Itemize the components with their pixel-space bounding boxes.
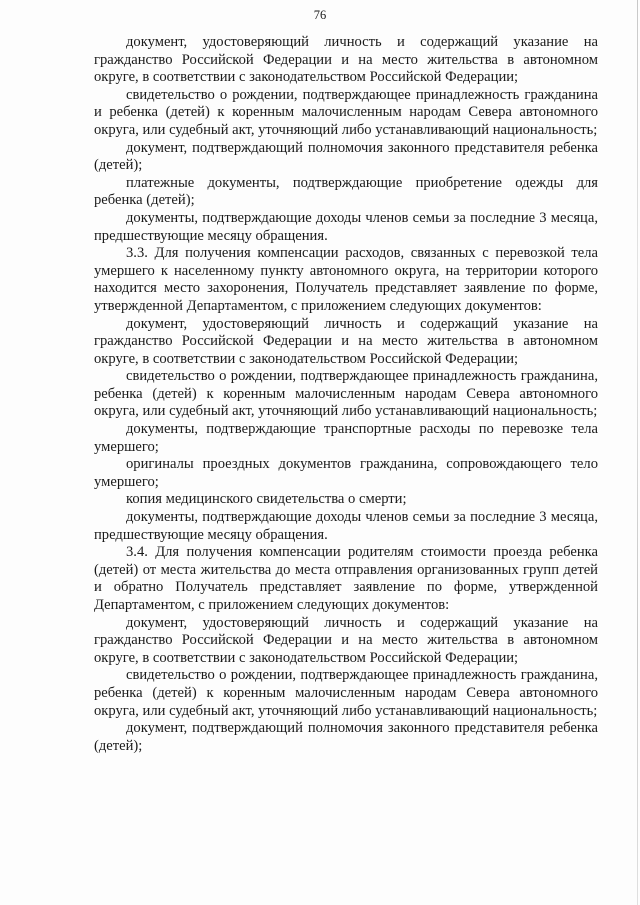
page-edge-shadow: [637, 0, 638, 905]
paragraph-identity-document: документ, удостоверяющий личность и содержащий указание на гражданство Российской Федерации и на место жительства в автономном округе, в соответствии с законодательством Российской Федерации;: [94, 34, 598, 86]
paragraph-identity-document: документ, удостоверяющий личность и содержащий указание на гражданство Российской Федерации и на место жительства в автономном округе, в соответствии с законодательством Российской Федерации;: [94, 614, 598, 666]
paragraph-transport-expenses: документы, подтверждающие транспортные расходы по перевозке тела умершего;: [94, 421, 598, 455]
paragraph-birth-certificate: свидетельство о рождении, подтверждающее принадлежность гражданина и ребенка (детей) к коренным малочисленным народам Севера автономного округа, или судебный акт, уточняющий либо устанавливающий национальность;: [94, 86, 598, 138]
paragraph-identity-document: документ, удостоверяющий личность и содержащий указание на гражданство Российской Федерации и на место жительства в автономном округе, в соответствии с законодательством Российской Федерации;: [94, 315, 598, 367]
paragraph-representative-authority: документ, подтверждающий полномочия законного представителя ребенка (детей);: [94, 139, 598, 174]
paragraph-birth-certificate: свидетельство о рождении, подтверждающее принадлежность гражданина, ребенка (детей) к коренным малочисленным народам Севера автономного округа, или судебный акт, уточняющий либо устанавливающий национальность;: [94, 368, 598, 420]
paragraph-section-3-3: 3.3. Для получения компенсации расходов, связанных с перевозкой тела умершего к населенному пункту автономного округа, на территории которого находится место захоронения, Получатель представляет заявление по форме, утвержденной Департаментом, с приложением следующих документов:: [94, 245, 598, 314]
paragraph-clothing-payment: платежные документы, подтверждающие приобретение одежды для ребенка (детей);: [94, 174, 598, 209]
paragraph-family-income: документы, подтверждающие доходы членов семьи за последние 3 месяца, предшествующие месяцу обращения.: [94, 509, 598, 543]
page-number: 76: [313, 8, 327, 22]
paragraph-death-certificate: копия медицинского свидетельства о смерти;: [126, 491, 407, 508]
paragraph-family-income: документы, подтверждающие доходы членов семьи за последние 3 месяца, предшествующие месяцу обращения.: [94, 209, 598, 244]
paragraph-birth-certificate: свидетельство о рождении, подтверждающее принадлежность гражданина, ребенка (детей) к коренным малочисленным народам Севера автономного округа, или судебный акт, уточняющий либо устанавливающий национальность;: [94, 667, 598, 719]
document-body: [94, 34, 598, 755]
paragraph-representative-authority: документ, подтверждающий полномочия законного представителя ребенка (детей);: [94, 720, 598, 754]
paragraph-section-3-4: 3.4. Для получения компенсации родителям стоимости проезда ребенка (детей) от места жительства до места отправления организованных групп детей и обратно Получатель представляет заявление по форме, утвержденной Департаментом, с приложением следующих документов:: [94, 544, 598, 613]
paragraph-travel-documents: оригиналы проездных документов гражданина, сопровождающего тело умершего;: [94, 456, 598, 490]
